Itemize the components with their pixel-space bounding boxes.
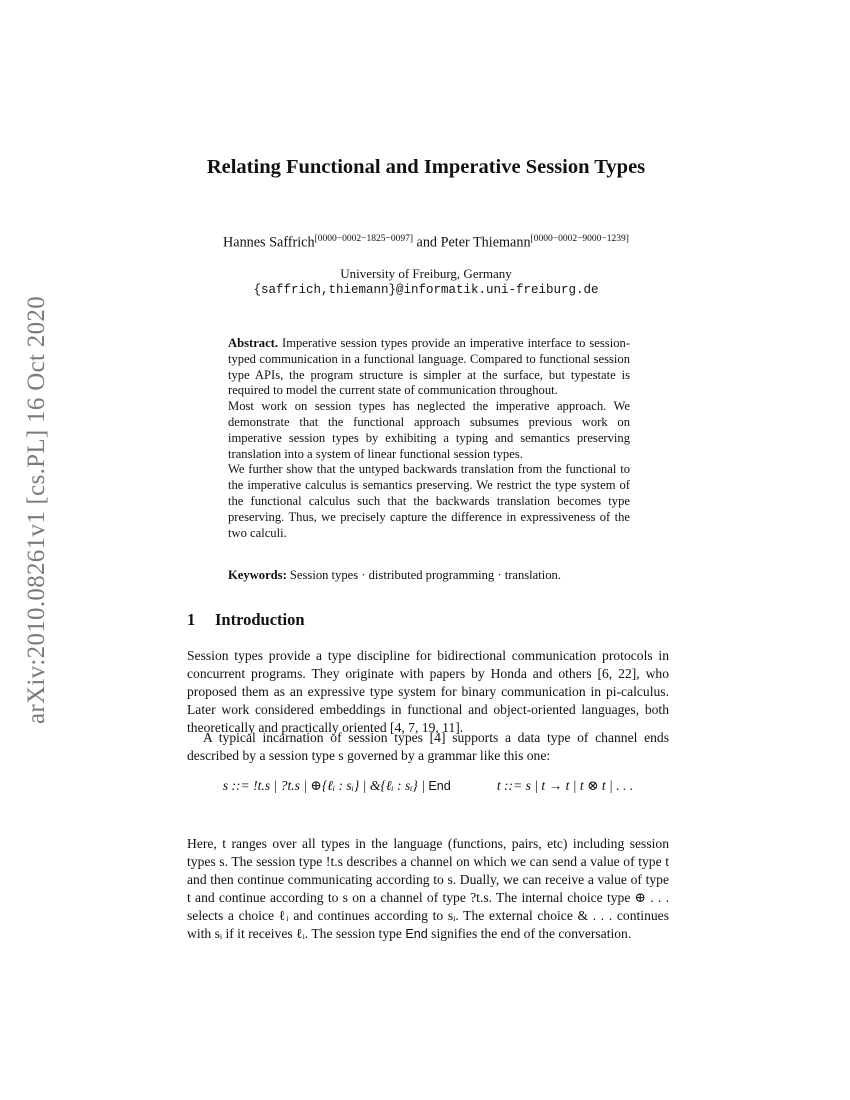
section-title: Introduction [215,610,305,629]
abstract-text: Imperative session types provide an imperative interface to session-typed communication in a functional language. Compared to functional session type APIs, the program structure is simpler at the surface, but typestate is required to model the current state of communication throughout. [228,336,630,398]
paragraph-text-part: signifies the end of the conversation. [427,925,632,941]
grammar-type-rule: t ::= s | t → t | t ⊗ t | . . . [496,778,634,793]
paragraph-text: A typical incarnation of session types [4] supports a data type of channel ends described by a session type s governed by a grammar like this one: [187,730,669,763]
keywords-text: Session types · distributed programming · translation. [289,568,562,582]
end-keyword: End [405,926,428,941]
grammar-session-rule: s ::= !t.s | ?t.s | ⊕{ℓᵢ : sᵢ} | &{ℓᵢ : sᵢ} | [222,778,429,793]
author-email: {saffrich,thiemann}@informatik.uni-freiburg.de [253,283,599,297]
body-paragraph [187,729,669,765]
session-type-grammar [187,778,669,794]
paragraph-text-part: Here, t ranges over all types in the language (functions, pairs, etc) including session types s. The session type !t.s describes a channel on which we can send a value of type t and then continue communicating according to s. Dually, we can receive a value of type t and continue according to s on a channel of type ?t.s. The internal choice type ⊕ . . . selects a choice ℓᵢ and continues according to sᵢ. The external choice & . . . continues with sᵢ if it receives ℓᵢ. The session type [187,836,669,941]
section-number: 1 [187,610,196,629]
abstract-paragraph: We further show that the untyped backwards translation from the functional to the imperative calculus is semantics preserving. We restrict the type system of the functional calculus such that the backwards translation becomes type preserving. Thus, we precisely capture the difference in expressiveness of the two calculi. [228,462,630,540]
paper-title: Relating Functional and Imperative Session Types [206,156,646,178]
body-paragraph [187,835,669,943]
abstract-label: Abstract. [228,336,279,350]
arxiv-identifier-text: arXiv:2010.08261v1 [cs.PL] 16 Oct 2020 [23,295,51,725]
body-paragraph [187,647,669,737]
institution: University of Freiburg, Germany [340,266,512,281]
abstract-paragraph: Most work on session types has neglected the imperative approach. We demonstrate that the functional approach subsumes previous work on imperative session types by exhibiting a typing and semantics preserving translation into a system of linear functional session types. [228,399,630,461]
paragraph-text: Session types provide a type discipline for bidirectional communication protocols in concurrent programs. They originate with papers by Honda and others [6, 22], who proposed them as an expressive type system for binary communication in pi-calculus. Later work considered embeddings in functional and object-oriented languages, both theoretically and practically oriented [4, 7, 19, 11]. [187,648,669,735]
author-name: Hannes Saffrich [223,234,315,251]
author-conjunction: and [412,234,441,251]
orcid-id: [0000−0002−1825−0097] [314,234,413,244]
author-name: Peter Thiemann [440,234,531,251]
abstract-block [228,336,630,541]
keywords-block [228,568,630,584]
author-line [150,234,702,252]
affiliation-block [150,265,702,299]
keywords-label: Keywords: [228,568,287,582]
arxiv-identifier-stamp [22,270,52,750]
section-heading [187,610,305,630]
abstract-paragraph [228,336,630,399]
orcid-id: [0000−0002−9000−1239] [530,234,629,244]
grammar-end-keyword: End [428,779,451,793]
paragraph-text [187,835,669,943]
